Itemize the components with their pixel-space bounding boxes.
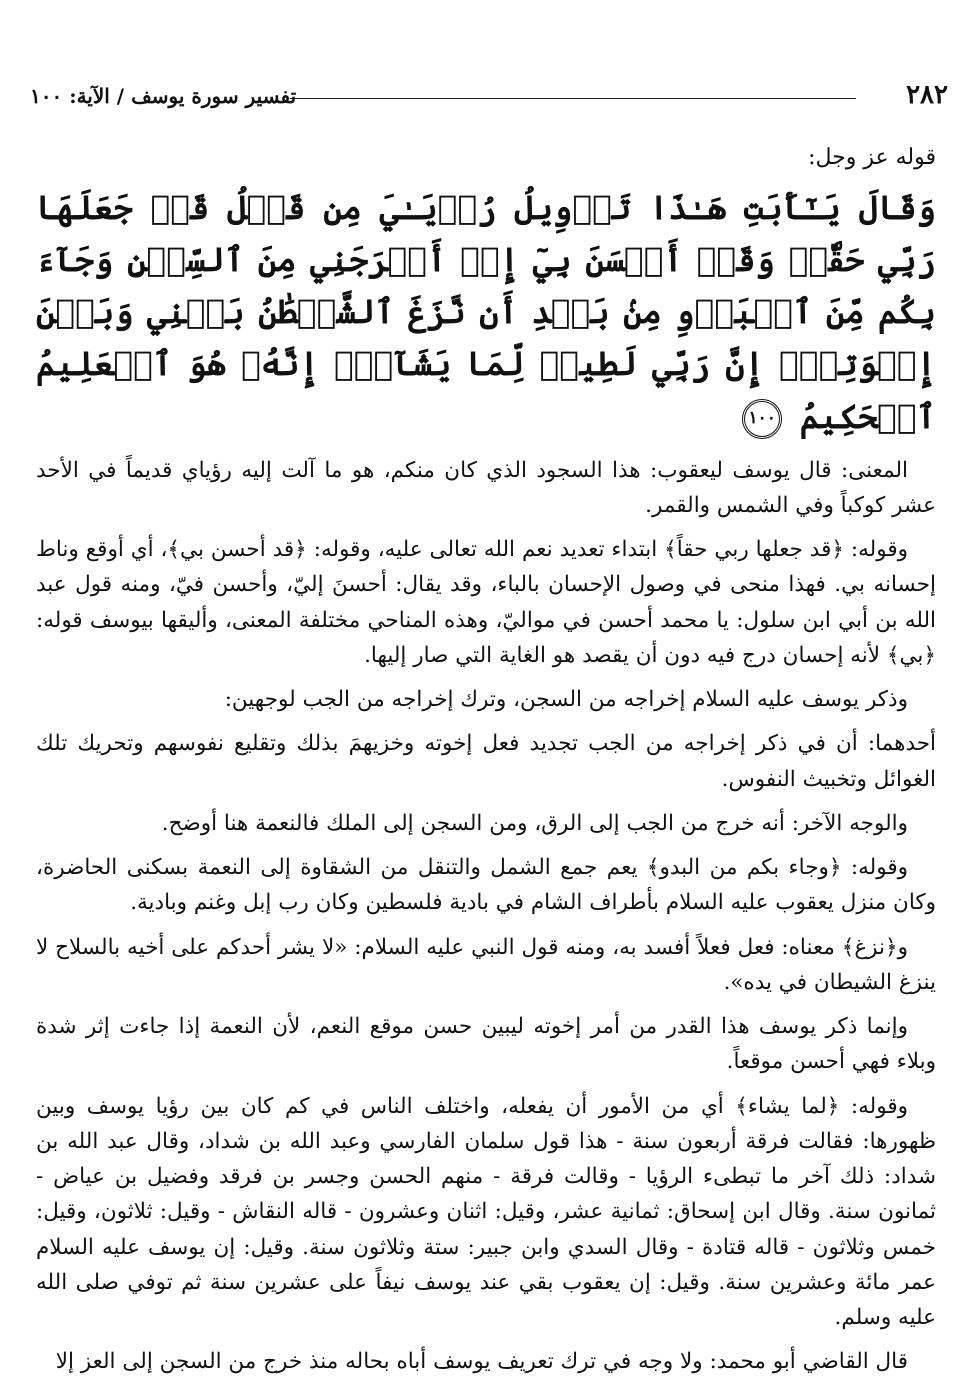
paragraph-second-reason: والوجه الآخر: أنه خرج من الجب إلى الرق، ومن السجن إلى الملك فالنعمة هنا أوضح. xyxy=(161,810,908,836)
header-rule xyxy=(290,98,856,99)
paragraph-nazagha: و﴿نزغ﴾ معناه: فعل فعلاً أفسد به، ومنه قول النبي عليه السلام: «لا يشر أحدكم على أخيه بالسلاح لا ينزغ الشيطان في يده». xyxy=(36,934,936,995)
page-number: ٢٨٢ xyxy=(906,80,948,110)
verse-text: وَقَالَ يَـٰٓأَبَتِ هَـٰذَا تَأۡوِيلُ رُءۡيَـٰيَ مِن قَبۡلُ قَدۡ جَعَلَهَا رَبِّي حَقّٗاۖ وَقَدۡ أَحۡسَنَ بِيٓ إِذۡ أَخۡرَجَنِي مِنَ ٱلسِّجۡنِ وَجَآءَ بِكُم مِّنَ ٱلۡبَدۡوِ مِنۢ بَعۡدِ أَن نَّزَغَ ٱلشَّيۡطَٰنُ بَيۡنِي وَبَيۡنَ إِخۡوَتِيٓۚ إِنَّ رَبِّي لَطِيفٞ لِّمَا يَشَآءُۚ إِنَّهُۥ هُوَ ٱلۡعَلِيمُ ٱلۡحَكِيمُ xyxy=(36,188,936,436)
paragraph-lima-yashaa: وقوله: ﴿لما يشاء﴾ أي من الأمور أن يفعله، واختلف الناس في كم كان بين رؤيا يوسف وبين ظهورها: فقالت فرقة أربعون سنة - هذا قول سلمان الفارسي وعبد الله بن شداد، وقال عبد الله بن شداد: ذلك آخر ما تبطىء الرؤيا - وقالت فرقة - منهم الحسن وجسر بن فرقد وفضيل بن عياض - ثمانون سنة. وقال ابن إسحاق: ثمانية عشر، وقيل: اثنان وعشرون - قاله النقاش - وقيل: ثلاثون، وقيل: خمس وثلاثون - قاله قتادة - وقال السدي وابن جبير: ستة وثلاثون سنة. وقيل: إن يوسف عليه السلام عمر مائة وعشرين سنة. وقيل: إن يعقوب بقي عند يوسف نيفاً على عشرين سنة ثم توفي صلى الله عليه وسلم. xyxy=(36,1093,936,1331)
paragraph-first-reason: أحدهما: أن في ذكر إخراجه من الجب تجديد فعل إخوته وخزيهمَ بذلك وتقليع نفوسهم وتحريك تلك الغوائل وتخبيث النفوس. xyxy=(36,731,936,792)
running-title: تفسير سورة يوسف / الآية: ١٠٠ xyxy=(30,84,297,108)
paragraph-qadi: قال القاضي أبو محمد: ولا وجه في ترك تعريف يوسف أباه بحاله منذ خرج من السجن إلى العز إلا xyxy=(55,1349,908,1375)
paragraph-ihsan: وقوله: ﴿قد جعلها ربي حقاً﴾ ابتداء تعديد نعم الله تعالى عليه، وقوله: ﴿قد أحسن بي﴾، أي أوقع وناط إحسانه بي. فهذا منحى في وصول الإحسان بالباء، وقد يقال: أحسنَ إليّ، وأحسن فيّ، ومنه قول عبد الله بن أبي ابن سلول: يا محمد أحسن في مواليّ، وهذه المناحي مختلفة المعنى، وأليقها بيوسف قوله: ﴿بي﴾ لأنه إحسان درج فيه دون أن يقصد هو الغاية التي صار إليها. xyxy=(36,537,936,668)
verse-intro: قوله عز وجل: xyxy=(808,145,936,170)
page-body xyxy=(36,140,936,1389)
paragraph-blessing: وإنما ذكر يوسف هذا القدر من أمر إخوته ليبين حسن موقع النعم، لأن النعمة إذا جاءت إثر شدة وبلاء فهي أحسن موقعاً. xyxy=(36,1014,936,1075)
paragraph-two-reasons: وذكر يوسف عليه السلام إخراجه من السجن، وترك إخراجه من الجب لوجهين: xyxy=(224,687,908,713)
quran-verse xyxy=(36,182,936,443)
ayah-number-marker: ١٠٠ xyxy=(742,399,782,439)
paragraph-meaning: المعنى: قال يوسف ليعقوب: هذا السجود الذي كان منكم، هو ما آلت إليه رؤياي قديماً في الأحد عشر كوكباً وفي الشمس والقمر. xyxy=(36,457,936,518)
paragraph-badw: وقوله: ﴿وجاء بكم من البدو﴾ يعم جمع الشمل والتنقل من الشقاوة إلى النعمة بسكنى الحاضرة، وكان منزل يعقوب عليه السلام بأطراف الشام في بادية فلسطين وكان رب إبل وغنم وبادية. xyxy=(36,855,936,916)
page-header xyxy=(30,78,948,112)
